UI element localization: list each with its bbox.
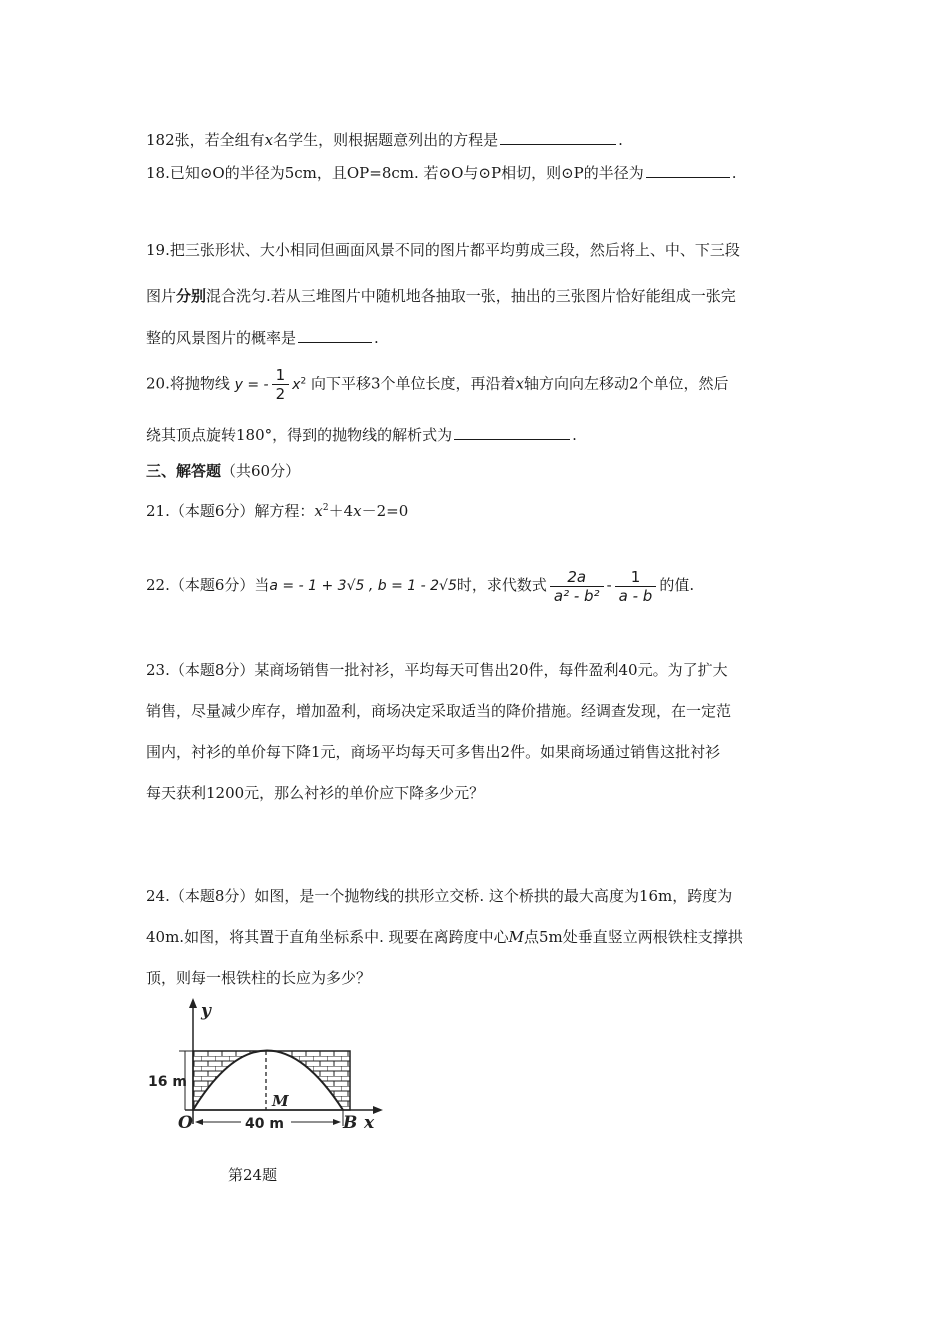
var-x: x — [515, 374, 524, 393]
q18-line — [146, 161, 816, 184]
eq-lhs: y = - — [234, 376, 269, 393]
figure-caption: 第24题 — [228, 1166, 278, 1184]
var-x: x — [292, 376, 301, 393]
exponent: 2 — [322, 503, 329, 513]
y-axis-arrow — [189, 998, 197, 1008]
q19-line-1: 19.把三张形状、大小相同但画面风景不同的图片都平均剪成三段，然后将上、中、下三段 — [146, 241, 740, 259]
span-arrow-right — [333, 1119, 341, 1125]
q22-values: a = - 1 + 3√5 , b = 1 - 2√5 — [269, 578, 457, 594]
b-point-label: B — [343, 1113, 358, 1133]
var-x: x — [264, 131, 274, 149]
q19-bold: 分别 — [176, 287, 207, 305]
minus-sign: - — [606, 578, 612, 594]
q20-text-d: 绕其顶点旋转180°，得到的抛物线的解析式为 — [146, 426, 453, 444]
q20-text-c: 轴方向向左移动2个单位，然后 — [523, 374, 729, 393]
frac-den: 2 — [272, 384, 290, 403]
var-x: x — [353, 502, 362, 520]
q20-text-a: 20.将抛物线 — [146, 374, 230, 393]
q24-line-1: 24.（本题8分）如图，是一个抛物线的拱形立交桥. 这个桥拱的最大高度为16m，跨度为 — [146, 887, 733, 905]
frac-num: 2a — [567, 567, 587, 586]
q19-line-2 — [146, 285, 816, 307]
bridge-figure — [145, 996, 390, 1141]
q17-end: . — [618, 131, 623, 149]
q23-line-2: 销售，尽量减少库存，增加盈利，商场决定采取适当的降价措施。经调查发现，在一定范 — [146, 702, 732, 720]
section-title: 三、解答题 — [146, 462, 222, 480]
q19-end: . — [374, 329, 379, 347]
q19-line-3 — [146, 326, 816, 349]
q17-text: 182张，若全组有 — [146, 131, 265, 149]
span-arrow-left — [195, 1119, 203, 1125]
q23-line-4: 每天获利1200元，那么衬衫的单价应下降多少元？ — [146, 784, 485, 802]
q22-line — [146, 565, 816, 606]
x-axis-arrow — [373, 1106, 383, 1114]
q24-text-a: 40m.如图，将其置于直角坐标系中. 现要在离跨度中心 — [146, 928, 509, 946]
q24-line-3: 顶，则每一根铁柱的长应为多少？ — [146, 969, 372, 987]
q22-mid: 时，求代数式 — [456, 576, 547, 594]
q20-fraction — [272, 366, 290, 403]
q17-line — [146, 128, 816, 151]
origin-label: O — [178, 1113, 193, 1133]
frac-num: 1 — [630, 567, 641, 586]
var-x: x — [314, 502, 323, 520]
q21-line — [146, 497, 816, 522]
x-axis-label: x — [364, 1113, 375, 1133]
q19-text-c: 整的风景图片的概率是 — [146, 329, 297, 347]
q20-text-b: 向下平移3个单位长度，再沿着 — [310, 374, 516, 393]
q18-end: . — [731, 164, 737, 182]
answer-blank — [298, 326, 372, 343]
q19-text-b: 混合洗匀.若从三堆图片中随机地各抽取一张，抽出的三张图片恰好能组成一张完 — [206, 287, 736, 305]
q22-end: 的值. — [659, 576, 695, 594]
q24-text-b: 点5m处垂直竖立两根铁柱支撑拱 — [523, 928, 743, 946]
q21-end: －2=0 — [361, 502, 409, 520]
section-note: （共60分） — [221, 462, 301, 480]
answer-blank — [454, 423, 570, 440]
q24-line-2 — [146, 926, 816, 948]
q17-text-b: 名学生，则根据题意列出的方程是 — [273, 131, 499, 149]
height-label: 16 m — [148, 1074, 187, 1090]
section-three-heading — [146, 460, 816, 482]
q18-text: 18.已知⊙O的半径为5cm，且OP=8cm. 若⊙O与⊙P相切，则⊙P的半径为 — [146, 164, 644, 182]
q20-equation — [234, 366, 307, 404]
q21-mid: ＋4 — [328, 502, 354, 520]
frac-num: 1 — [275, 366, 286, 385]
q20-line-1 — [146, 366, 816, 403]
q22-fraction-2 — [615, 568, 657, 605]
m-point-label: M — [272, 1092, 289, 1110]
frac-den: a - b — [615, 586, 657, 605]
exponent: 2 — [300, 376, 307, 386]
point-m: M — [508, 928, 524, 946]
answer-blank — [646, 161, 730, 178]
q22-fraction-1 — [550, 568, 604, 605]
q20-end: . — [572, 426, 577, 444]
q22-text: 22.（本题6分）当 — [146, 576, 270, 594]
answer-blank — [500, 128, 616, 145]
q21-text: 21.（本题6分）解方程： — [146, 502, 315, 520]
span-label: 40 m — [245, 1116, 284, 1132]
q23-line-3: 围内，衬衫的单价每下降1元，商场平均每天可多售出2件。如果商场通过销售这批衬衫 — [146, 743, 721, 761]
q20-line-2 — [146, 423, 816, 446]
q19-text-a: 图片 — [146, 287, 177, 305]
frac-den: a² - b² — [550, 586, 604, 605]
q23-line-1: 23.（本题8分）某商场销售一批衬衫，平均每天可售出20件，每件盈利40元。为了扩大 — [146, 661, 728, 679]
y-axis-label: y — [201, 1001, 211, 1021]
